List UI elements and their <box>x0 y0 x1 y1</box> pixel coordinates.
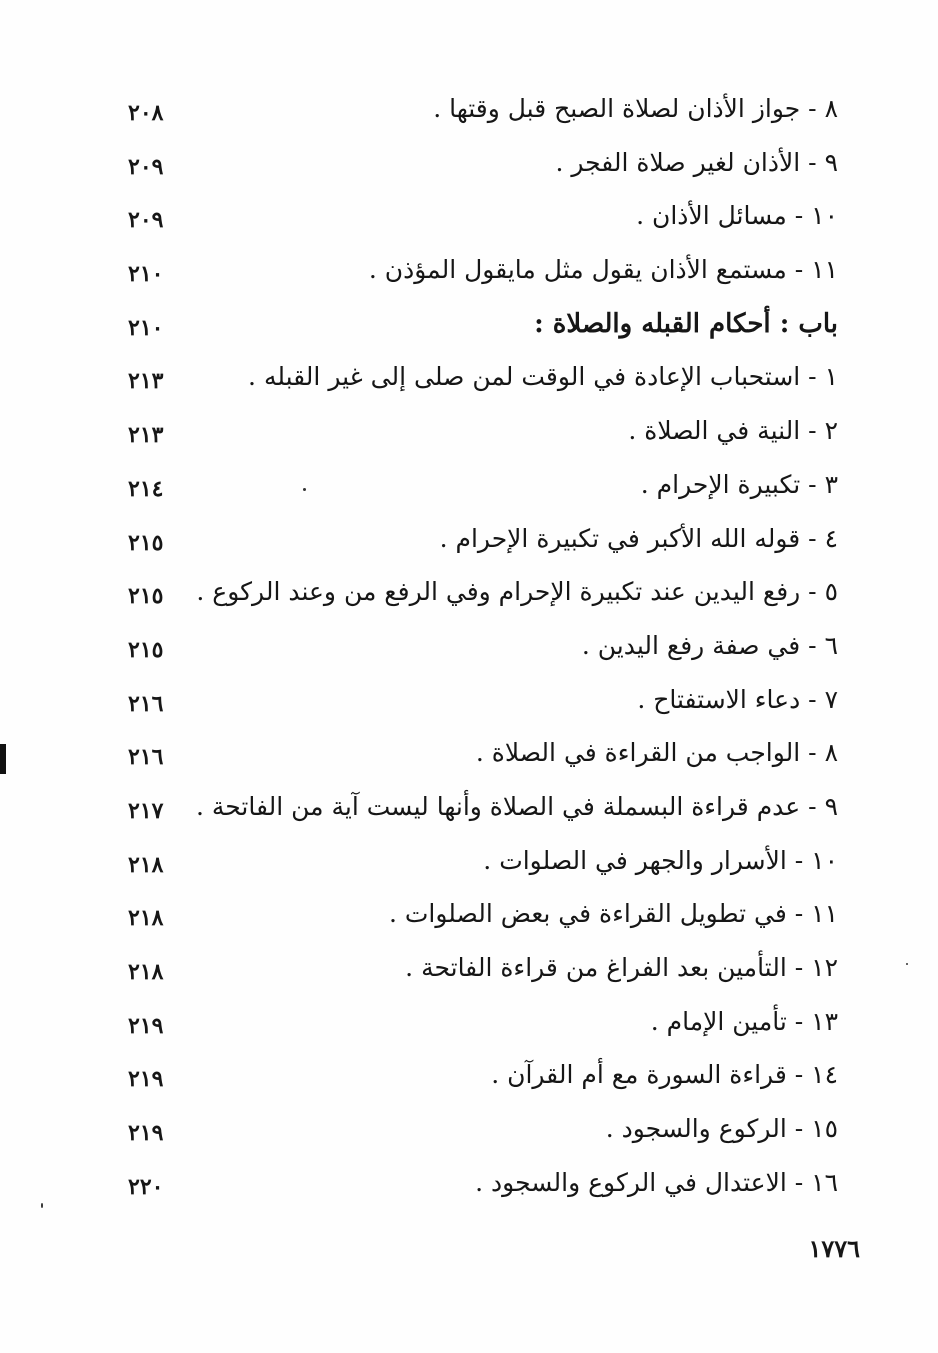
toc-row <box>0 945 938 999</box>
scan-edge-mark <box>0 744 6 774</box>
toc-row <box>0 140 938 194</box>
toc-page-number: ٢١٤ <box>128 475 164 502</box>
toc-page-number: ٢١٧ <box>128 797 164 824</box>
toc-page-number: ٢١٠ <box>128 261 164 288</box>
toc-page-number: ٢١٥ <box>128 583 164 610</box>
toc-page-number: ٢١٣ <box>128 422 164 449</box>
toc-entry-title: ١٤ - قراءة السورة مع أم القرآن . <box>491 1060 838 1090</box>
scan-speck <box>303 488 306 491</box>
toc-entry-title: ١٠ - الأسرار والجهر في الصلوات . <box>483 845 838 875</box>
toc-entry-title: ٨ - الواجب من القراءة في الصلاة . <box>475 738 838 768</box>
toc-entry-title: ٦ - في صفة رفع اليدين . <box>581 630 838 660</box>
toc-row <box>0 354 938 408</box>
toc-row <box>0 193 938 247</box>
toc-entry-title: ١١ - مستمع الأذان يقول مثل مايقول المؤذن . <box>368 255 838 285</box>
toc-row <box>0 516 938 570</box>
toc-entry-title: ٩ - الأذان لغير صلاة الفجر . <box>555 147 838 177</box>
toc-row <box>0 677 938 731</box>
toc-entry-title: ١٠ - مسائل الأذان . <box>636 201 838 231</box>
scan-speck <box>41 1203 43 1208</box>
toc-page-number: ٢١٥ <box>128 529 164 556</box>
toc-entry-title: ١١ - في تطويل القراءة في بعض الصلوات . <box>388 899 838 929</box>
toc-page-number: ٢١٩ <box>128 1066 164 1093</box>
toc-page-number: ٢٠٨ <box>128 100 164 126</box>
page-folio-number: ١٧٧٦ <box>808 1234 860 1263</box>
toc-page-number: ٢١٨ <box>128 959 164 985</box>
toc-page-number: ٢٠٩ <box>128 207 164 234</box>
table-of-contents <box>0 86 938 1213</box>
toc-row <box>0 569 938 623</box>
toc-row <box>0 1052 938 1106</box>
toc-entry-title: ٧ - دعاء الاستفتاح . <box>637 684 838 714</box>
toc-entry-title: ٩ - عدم قراءة البسملة في الصلاة وأنها ليست آية من الفاتحة . <box>195 791 838 821</box>
toc-entry-title: ٣ - تكبيرة الإحرام . <box>640 469 838 499</box>
toc-entry-title: ٢ - النية في الصلاة . <box>628 416 838 446</box>
toc-page-number: ٢١٠ <box>128 314 164 341</box>
toc-page-number: ٢١٩ <box>128 1120 164 1147</box>
toc-page-number: ٢١٥ <box>128 636 164 663</box>
toc-row <box>0 462 938 516</box>
toc-page-number: ٢١٦ <box>128 744 164 771</box>
toc-row <box>0 891 938 945</box>
toc-row <box>0 999 938 1053</box>
toc-row <box>0 730 938 784</box>
toc-page-number: ٢١٨ <box>128 851 164 878</box>
toc-page-number: ٢٢٠ <box>128 1173 164 1200</box>
toc-row <box>0 623 938 677</box>
toc-row <box>0 1106 938 1160</box>
toc-entry-title: ١٢ - التأمين بعد الفراغ من قراءة الفاتحة . <box>405 953 838 982</box>
toc-page-number: ٢١٨ <box>128 905 164 932</box>
toc-section-heading: باب : أحكام القبله والصلاة : <box>534 308 838 339</box>
toc-row <box>0 247 938 301</box>
toc-page-number: ٢١٣ <box>128 368 164 395</box>
toc-row <box>0 784 938 838</box>
scan-speck <box>906 963 908 965</box>
toc-entry-title: ١٦ - الاعتدال في الركوع والسجود . <box>475 1167 838 1197</box>
toc-row <box>0 86 938 140</box>
toc-row <box>0 838 938 892</box>
toc-page-number: ٢١٦ <box>128 690 164 717</box>
toc-row <box>0 1160 938 1214</box>
toc-entry-title: ٤ - قوله الله الأكبر في تكبيرة الإحرام . <box>439 523 838 553</box>
toc-row <box>0 408 938 462</box>
toc-entry-title: ٨ - جواز الأذان لصلاة الصبح قبل وقتها . <box>433 94 838 123</box>
toc-entry-title: ٥ - رفع اليدين عند تكبيرة الإحرام وفي الرفع من وعند الركوع . <box>196 577 838 607</box>
toc-entry-title: ١٥ - الركوع والسجود . <box>605 1114 838 1144</box>
toc-page-number: ٢١٩ <box>128 1012 164 1039</box>
toc-page-number: ٢٠٩ <box>128 153 164 180</box>
toc-entry-title: ١ - استحباب الإعادة في الوقت لمن صلى إلى غير القبله . <box>248 362 838 392</box>
toc-entry-title: ١٣ - تأمين الإمام . <box>650 1006 838 1036</box>
toc-section-row <box>0 301 938 355</box>
